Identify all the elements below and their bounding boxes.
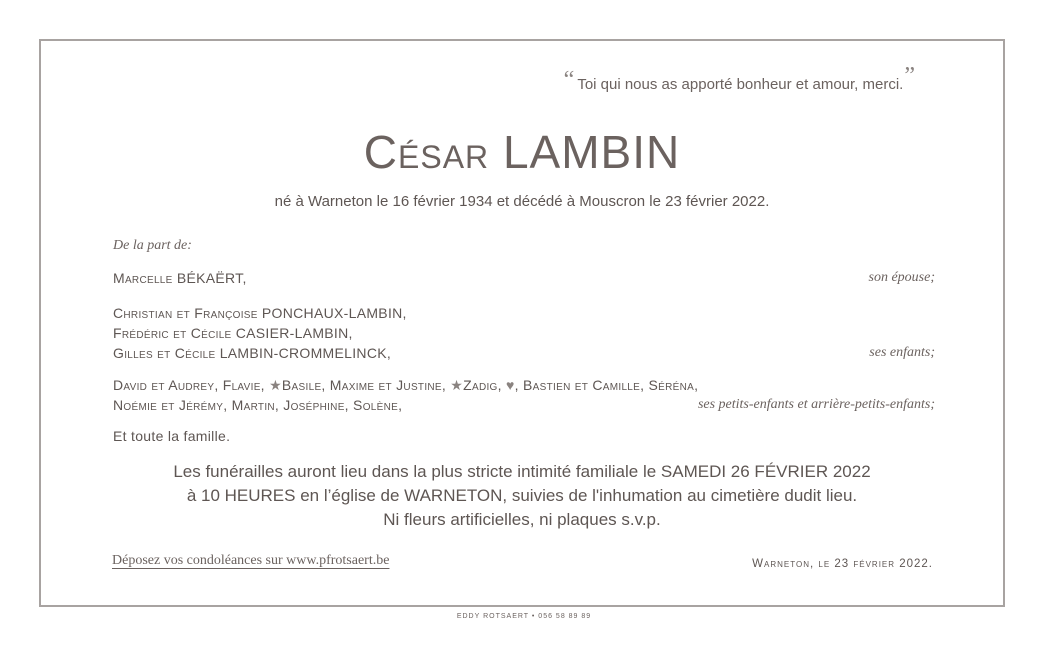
spouse-name: Marcelle BÉKAËRT, [113, 270, 247, 286]
place-and-date: Warneton, le 23 février 2022. [752, 558, 933, 570]
deceased-name [41, 125, 1003, 179]
birth-death-dates: né à Warneton le 16 février 1934 et décédé à Mouscron le 23 février 2022. [274, 193, 770, 210]
children-row-1 [113, 305, 935, 321]
funeral-line-2: à 10 HEURES en l’église de WARNETON, suivies de l'inhumation au cimetière dudit lieu. [186, 486, 858, 505]
funeral-announcement [41, 460, 1003, 532]
grandchildren-text-e: Noémie et Jérémy, Martin, Joséphine, Solène, [113, 397, 403, 413]
condolences-link[interactable]: Déposez vos condoléances sur www.pfrotsaert.be [112, 553, 390, 568]
deceased-last-name: LAMBIN [502, 126, 681, 178]
grandchildren-row-2 [113, 397, 935, 413]
spouse-row [113, 270, 935, 286]
deceased-first-name: César [363, 126, 490, 178]
child-couple-2: Frédéric et Cécile CASIER-LAMBIN, [113, 325, 353, 341]
child-couple-1: Christian et Françoise PONCHAUX-LAMBIN, [113, 305, 407, 321]
close-quote-mark: ” [904, 63, 915, 89]
grandchildren-relation: ses petits-enfants et arrière-petits-enfants; [697, 397, 935, 412]
spouse-relation: son épouse; [868, 270, 935, 285]
star-icon: ★ [269, 377, 282, 393]
funeral-home-footer: EDDY ROTSAERT • 056 58 89 89 [456, 613, 592, 620]
children-relation: ses enfants; [869, 345, 935, 360]
heart-icon: ♥ [506, 377, 515, 393]
grandchildren-row-1 [113, 377, 935, 394]
funeral-line-3: Ni fleurs artificielles, ni plaques s.v.p. [383, 510, 661, 529]
grandchildren-text-a: David et Audrey, Flavie, [113, 377, 270, 393]
grandchildren-text-c: Zadig, [463, 377, 507, 393]
grandchildren-text-b: Basile, Maxime et Justine, [281, 377, 451, 393]
rest-of-family: Et toute la famille. [113, 428, 231, 444]
quote-text: Toi qui nous as apporté bonheur et amour, merci. [577, 76, 904, 93]
star-icon: ★ [450, 377, 464, 393]
open-quote-mark: “ [563, 67, 575, 93]
from-label: De la part de: [113, 238, 192, 253]
children-row-2 [113, 325, 935, 341]
child-couple-3: Gilles et Cécile LAMBIN-CROMMELINCK, [113, 345, 392, 361]
grandchildren-text-d: , Bastien et Camille, Séréna, [514, 377, 699, 393]
funeral-line-1: Les funérailles auront lieu dans la plus stricte intimité familiale le SAMEDI 26 FÉVRIER 2022 [173, 462, 871, 481]
epitaph-quote [564, 63, 915, 94]
death-notice-card [39, 39, 1005, 607]
children-row-3 [113, 345, 935, 361]
